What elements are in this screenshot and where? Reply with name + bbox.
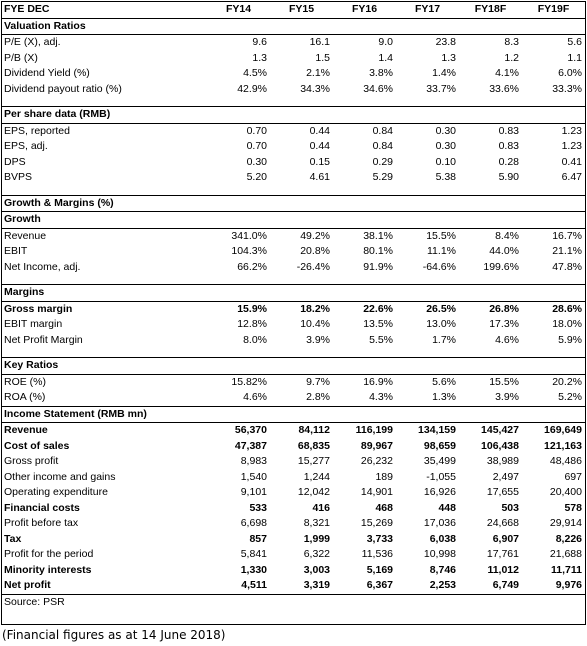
value-cell: 35,499 (423, 455, 456, 467)
row-label: Gross profit (4, 455, 59, 467)
value-cell: 4,511 (241, 579, 267, 591)
value-cell: 29,914 (549, 517, 582, 529)
value-cell: 17.3% (489, 318, 519, 330)
row-label: Cost of sales (4, 439, 70, 452)
value-cell: 9,976 (555, 579, 582, 591)
value-cell: 2,253 (429, 579, 456, 591)
section-per-share (2, 107, 585, 124)
value-cell: 21,688 (549, 548, 582, 560)
row-label: Minority interests (4, 563, 92, 576)
value-cell: 0.70 (246, 140, 267, 152)
value-cell: 1.1 (567, 51, 582, 64)
value-cell: 4.6% (243, 391, 267, 403)
value-cell: 42.9% (237, 82, 267, 95)
table-row (2, 170, 585, 186)
row-label: Profit before tax (4, 517, 79, 529)
value-cell: 80.1% (363, 245, 393, 257)
value-cell: 1.3 (441, 51, 456, 64)
value-cell: 91.9% (363, 260, 393, 273)
table-row (2, 516, 585, 532)
value-cell: 0.30 (435, 124, 456, 137)
year-header: FY16 (333, 2, 396, 18)
value-cell: 0.28 (498, 155, 519, 168)
table-row (2, 139, 585, 155)
source-row (2, 594, 585, 610)
value-cell: 857 (249, 532, 267, 545)
spacer-cell (2, 275, 585, 285)
value-cell: 2.1% (306, 67, 330, 79)
row-label: P/B (X) (4, 51, 38, 64)
row-label: EPS, reported (4, 124, 70, 137)
value-cell: 84,112 (298, 424, 330, 436)
value-cell: 4.1% (495, 67, 519, 79)
table-row (2, 123, 585, 139)
table-row (2, 485, 585, 501)
value-cell: 503 (501, 501, 519, 514)
table-row (2, 35, 585, 51)
value-cell: 47,387 (234, 439, 267, 452)
table-row (2, 374, 585, 390)
year-header: FY15 (270, 2, 333, 18)
value-cell: 16.1 (309, 36, 330, 48)
table-row (2, 501, 585, 517)
spacer-cell (2, 97, 585, 107)
section-key-ratios-label: Key Ratios (2, 358, 585, 375)
year-header: FY14 (207, 2, 270, 18)
section-income-statement-label: Income Statement (RMB mn) (2, 406, 585, 423)
value-cell: 11,711 (551, 563, 582, 576)
value-cell: 17,655 (486, 486, 519, 498)
value-cell: 44.0% (489, 245, 519, 257)
subsection-growth (2, 212, 585, 229)
section-per-share-label: Per share data (RMB) (2, 107, 585, 124)
table-row (2, 244, 585, 260)
value-cell: 5.6 (567, 36, 582, 48)
section-growth-margins (2, 195, 585, 212)
fiscal-year-label: FYE DEC (2, 2, 207, 18)
value-cell: 47.8% (552, 260, 582, 273)
row-label: BVPS (4, 171, 33, 183)
section-valuation (2, 18, 585, 35)
section-valuation-label: Valuation Ratios (2, 18, 585, 35)
row-label: Revenue (4, 229, 47, 242)
value-cell: 16.7% (552, 229, 582, 242)
value-cell: 0.44 (309, 140, 330, 152)
value-cell: 10.4% (300, 318, 330, 330)
value-cell: 0.84 (372, 140, 393, 152)
value-cell: 9.0 (378, 36, 393, 48)
value-cell: 6,367 (366, 579, 393, 591)
value-cell: 20,400 (549, 486, 582, 498)
value-cell: 1,999 (303, 532, 330, 545)
section-growth-margins-label: Growth & Margins (%) (2, 195, 585, 212)
value-cell: 56,370 (234, 424, 267, 436)
value-cell: 8.0% (243, 333, 267, 346)
row-label: Profit for the period (4, 548, 94, 560)
value-cell: 17,761 (486, 548, 519, 560)
value-cell: 121,163 (544, 439, 582, 452)
spacer-cell (2, 186, 585, 196)
row-label: Tax (4, 532, 22, 545)
row-label: EBIT (4, 245, 28, 257)
row-label: Other income and gains (4, 470, 116, 483)
row-label: Net profit (4, 579, 51, 591)
value-cell: 11,536 (361, 548, 393, 560)
value-cell: 26.5% (426, 302, 456, 315)
value-cell: 5.20 (246, 171, 267, 183)
value-cell: 8.3 (504, 36, 519, 48)
value-cell: 1,330 (240, 563, 267, 576)
value-cell: 21.1% (552, 245, 582, 257)
value-cell: 11,012 (487, 563, 519, 576)
source-label: Source: PSR (2, 594, 585, 610)
value-cell: 1.2 (504, 51, 519, 64)
value-cell: 38,989 (486, 455, 519, 467)
section-income-statement (2, 406, 585, 423)
value-cell: 5.90 (498, 171, 519, 183)
header-row (2, 2, 585, 18)
value-cell: 0.44 (309, 124, 330, 137)
value-cell: 8,983 (240, 455, 267, 467)
value-cell: 4.3% (369, 391, 393, 403)
value-cell: -1,055 (426, 470, 456, 483)
value-cell: 416 (312, 501, 330, 514)
table-row (2, 390, 585, 406)
value-cell: 48,486 (549, 455, 582, 467)
row-label: DPS (4, 155, 26, 168)
value-cell: 5.5% (369, 333, 393, 346)
value-cell: 16,926 (423, 486, 456, 498)
value-cell: 8,746 (429, 563, 456, 576)
value-cell: 189 (375, 470, 393, 483)
table-row (2, 155, 585, 171)
value-cell: 17,036 (423, 517, 456, 529)
value-cell: 13.5% (363, 318, 393, 330)
value-cell: 89,967 (360, 439, 393, 452)
spacer-row (2, 348, 585, 358)
value-cell: 0.83 (498, 140, 519, 152)
value-cell: 0.70 (246, 124, 267, 137)
value-cell: 134,159 (418, 424, 456, 436)
value-cell: 1.23 (561, 124, 582, 137)
value-cell: 9.7% (306, 375, 330, 388)
year-header: FY19F (522, 2, 585, 18)
table-row (2, 532, 585, 548)
value-cell: 697 (564, 470, 582, 483)
value-cell: 1.23 (561, 140, 582, 152)
value-cell: 5,841 (240, 548, 267, 560)
value-cell: 4.5% (243, 67, 267, 79)
value-cell: 5.6% (432, 375, 456, 388)
value-cell: 33.6% (489, 82, 519, 95)
value-cell: 28.6% (552, 302, 582, 315)
table-row (2, 301, 585, 317)
year-header: FY17 (396, 2, 459, 18)
value-cell: 66.2% (237, 260, 267, 273)
value-cell: 0.83 (498, 124, 519, 137)
value-cell: 0.15 (309, 155, 330, 168)
value-cell: 33.3% (552, 82, 582, 95)
value-cell: 5.29 (372, 171, 393, 183)
value-cell: 6,907 (492, 532, 519, 545)
value-cell: 1.4% (432, 67, 456, 79)
row-label: Dividend payout ratio (%) (4, 82, 122, 95)
value-cell: 448 (438, 501, 456, 514)
value-cell: 6,322 (303, 548, 330, 560)
subsection-growth-label: Growth (2, 212, 585, 229)
value-cell: 5.2% (558, 391, 582, 403)
value-cell: 2,497 (492, 470, 519, 483)
table-row (2, 578, 585, 594)
row-label: Dividend Yield (%) (4, 67, 90, 79)
financial-table-body (2, 2, 585, 610)
value-cell: 6.47 (561, 171, 582, 183)
value-cell: 5,169 (366, 563, 393, 576)
table-row (2, 228, 585, 244)
value-cell: 145,427 (481, 424, 519, 436)
row-label: ROE (%) (4, 375, 46, 388)
value-cell: 6.0% (558, 67, 582, 79)
value-cell: 2.8% (306, 391, 330, 403)
value-cell: 6,698 (240, 517, 267, 529)
row-label: P/E (X), adj. (4, 36, 61, 48)
value-cell: 3.8% (369, 67, 393, 79)
table-row (2, 333, 585, 349)
value-cell: 4.6% (495, 333, 519, 346)
row-label: Revenue (4, 424, 48, 436)
value-cell: 9,101 (240, 486, 267, 498)
value-cell: 116,199 (355, 424, 393, 436)
value-cell: -64.6% (422, 260, 456, 273)
row-label: Gross margin (4, 302, 73, 315)
year-header: FY18F (459, 2, 522, 18)
table-row (2, 51, 585, 67)
value-cell: 341.0% (231, 229, 267, 242)
value-cell: 8.4% (495, 229, 519, 242)
subsection-margins (2, 285, 585, 302)
value-cell: 3,319 (303, 579, 330, 591)
value-cell: 1.4 (378, 51, 393, 64)
value-cell: 1,540 (240, 470, 267, 483)
table-row (2, 563, 585, 579)
subsection-margins-label: Margins (2, 285, 585, 302)
value-cell: 3.9% (306, 333, 330, 346)
value-cell: -26.4% (296, 260, 330, 273)
row-label: EPS, adj. (4, 140, 48, 152)
table-row (2, 260, 585, 276)
financial-note: (Financial figures as at 14 June 2018) (2, 628, 226, 642)
value-cell: 18.0% (552, 318, 582, 330)
value-cell: 0.41 (561, 155, 582, 168)
value-cell: 6,038 (429, 532, 456, 545)
row-label: Operating expenditure (4, 486, 108, 498)
value-cell: 24,668 (486, 517, 519, 529)
table-row (2, 454, 585, 470)
value-cell: 3,733 (366, 532, 393, 545)
value-cell: 12,042 (297, 486, 330, 498)
value-cell: 18.2% (300, 302, 330, 315)
table-row (2, 82, 585, 98)
value-cell: 68,835 (297, 439, 330, 452)
row-label: Financial costs (4, 501, 80, 514)
value-cell: 1.7% (432, 333, 456, 346)
value-cell: 14,901 (360, 486, 393, 498)
value-cell: 26,232 (360, 455, 393, 467)
spacer-row (2, 186, 585, 196)
value-cell: 23.8 (435, 36, 456, 48)
table-row (2, 547, 585, 563)
value-cell: 26.8% (489, 302, 519, 315)
value-cell: 98,659 (423, 439, 456, 452)
table-row (2, 423, 585, 439)
value-cell: 1,244 (303, 470, 330, 483)
value-cell: 20.2% (552, 375, 582, 388)
value-cell: 0.30 (246, 155, 267, 168)
value-cell: 106,438 (481, 439, 519, 452)
value-cell: 9.6 (252, 36, 267, 48)
table-row (2, 439, 585, 455)
value-cell: 12.8% (237, 318, 267, 330)
value-cell: 0.10 (435, 155, 456, 168)
value-cell: 15.9% (237, 302, 267, 315)
row-label: Net Income, adj. (4, 260, 81, 273)
value-cell: 104.3% (231, 245, 267, 257)
value-cell: 11.1% (427, 245, 456, 257)
value-cell: 468 (375, 501, 393, 514)
value-cell: 3,003 (303, 563, 330, 576)
spacer-row (2, 275, 585, 285)
table-row (2, 470, 585, 486)
value-cell: 16.9% (363, 375, 393, 388)
value-cell: 199.6% (483, 260, 519, 273)
value-cell: 33.7% (426, 82, 456, 95)
value-cell: 15,269 (360, 517, 393, 529)
value-cell: 8,226 (555, 532, 582, 545)
table-row (2, 66, 585, 82)
value-cell: 0.30 (435, 140, 456, 152)
value-cell: 15,277 (297, 455, 330, 467)
value-cell: 0.29 (372, 155, 393, 168)
value-cell: 1.5 (315, 51, 330, 64)
value-cell: 15.5% (489, 375, 519, 388)
row-label: Net Profit Margin (4, 333, 83, 346)
value-cell: 578 (564, 501, 582, 514)
value-cell: 22.6% (363, 302, 393, 315)
value-cell: 15.82% (231, 375, 267, 388)
value-cell: 49.2% (300, 229, 330, 242)
value-cell: 34.3% (300, 82, 330, 95)
value-cell: 38.1% (363, 229, 393, 242)
value-cell: 20.8% (300, 245, 330, 257)
value-cell: 34.6% (363, 82, 393, 95)
value-cell: 0.84 (372, 124, 393, 137)
value-cell: 533 (249, 501, 267, 514)
table-row (2, 317, 585, 333)
value-cell: 169,649 (544, 424, 582, 436)
value-cell: 15.5% (426, 229, 456, 242)
value-cell: 1.3 (252, 51, 267, 64)
financial-table (2, 2, 585, 610)
value-cell: 3.9% (495, 391, 519, 403)
value-cell: 8,321 (303, 517, 330, 529)
row-label: ROA (%) (4, 391, 46, 403)
spacer-row (2, 97, 585, 107)
value-cell: 1.3% (432, 391, 456, 403)
financial-summary-sheet (1, 1, 586, 625)
value-cell: 5.38 (435, 171, 456, 183)
value-cell: 4.61 (309, 171, 330, 183)
value-cell: 13.0% (426, 318, 456, 330)
section-key-ratios (2, 358, 585, 375)
value-cell: 5.9% (558, 333, 582, 346)
value-cell: 6,749 (492, 579, 519, 591)
spacer-cell (2, 348, 585, 358)
row-label: EBIT margin (4, 318, 63, 330)
value-cell: 10,998 (423, 548, 456, 560)
